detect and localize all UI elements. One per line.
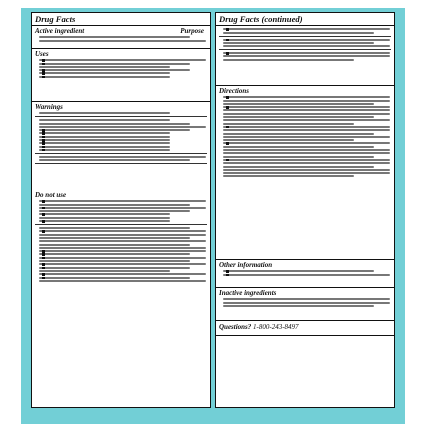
- drug-facts-continued-title: Drug Facts (continued): [216, 13, 394, 26]
- divider: [32, 101, 210, 102]
- questions-heading: Questions?: [219, 323, 252, 331]
- warnings-heading: Warnings: [35, 103, 63, 111]
- purpose-heading: Purpose: [180, 27, 204, 35]
- uses-heading: Uses: [35, 50, 49, 58]
- divider: [216, 287, 394, 288]
- other-information-section: [216, 261, 394, 277]
- warnings-section: [32, 103, 210, 166]
- do-not-use-heading: Do not use: [35, 191, 67, 199]
- directions-heading: Directions: [219, 87, 249, 95]
- active-ingredient-heading: Active ingredient: [35, 27, 85, 35]
- label-frame: [21, 8, 405, 424]
- divider: [216, 85, 394, 86]
- divider: [216, 335, 394, 336]
- directions-section: [216, 87, 394, 179]
- questions-section: [216, 321, 394, 333]
- drug-facts-panel: [31, 12, 211, 408]
- divider: [216, 259, 394, 260]
- phone-number: 1-800-243-8497: [253, 323, 299, 331]
- inactive-ingredients-heading: Inactive ingredients: [219, 289, 277, 297]
- uses-section: [32, 50, 210, 79]
- active-ingredient-section: [32, 27, 210, 43]
- inactive-ingredients-section: [216, 289, 394, 308]
- do-not-use-section: [32, 191, 210, 283]
- other-information-heading: Other information: [219, 261, 273, 269]
- warnings-continued: [216, 27, 394, 62]
- divider: [32, 48, 210, 49]
- drug-facts-continued-panel: [215, 12, 395, 408]
- drug-facts-title: Drug Facts: [32, 13, 210, 26]
